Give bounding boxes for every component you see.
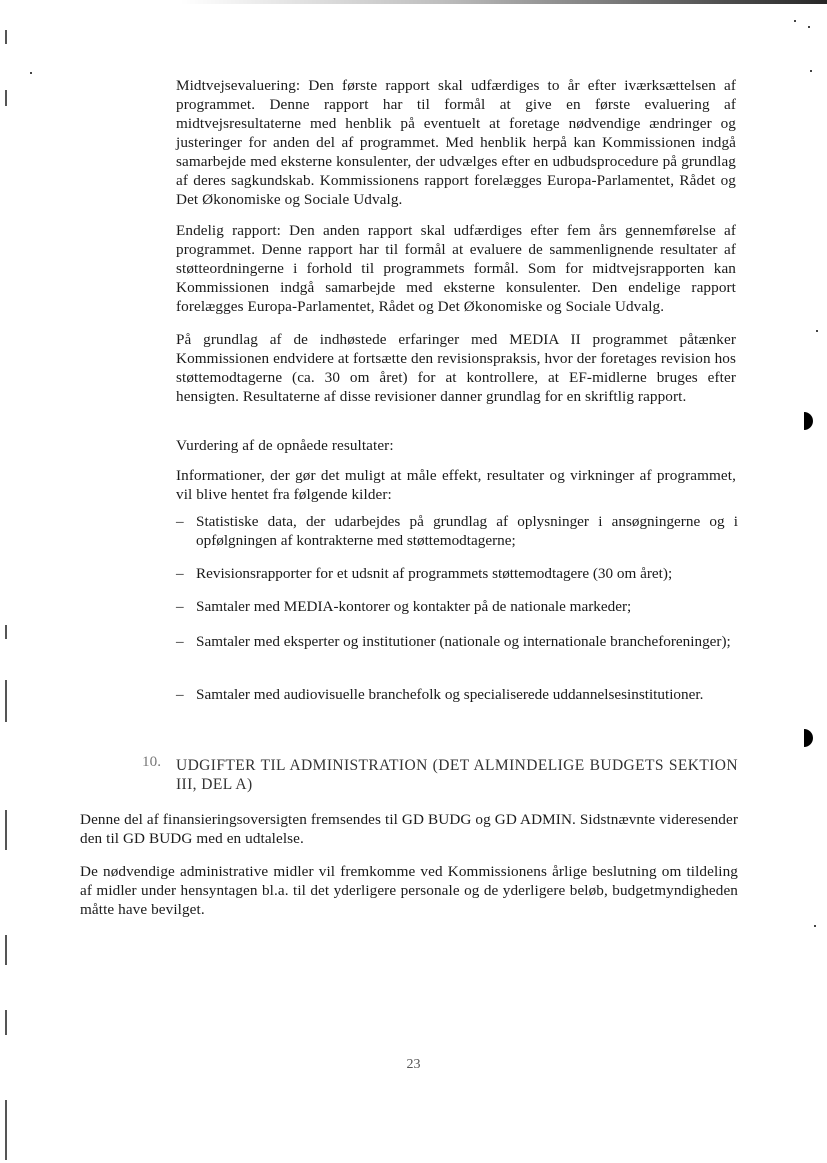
scan-speck xyxy=(30,72,32,74)
binder-hole-mark xyxy=(804,729,813,747)
closing-paragraph-2: De nødvendige administrative midler vil fremkomme ved Kommissionens årlige beslutning om tildeling af midler under hensyntagen bl.a. til det yderligere personale og de yderligere beløb, budgetmyndigheden måtte have bevilget. xyxy=(80,863,738,918)
list-item xyxy=(176,512,738,550)
list-item xyxy=(176,597,738,616)
list-item-text: Samtaler med eksperter og institutioner (nationale og internationale brancheforeninger); xyxy=(196,633,731,650)
scan-margin-mark xyxy=(5,810,7,850)
scan-speck xyxy=(810,70,812,72)
list-item-text: Samtaler med audiovisuelle branchefolk og specialiserede uddannelsesinstitutioner. xyxy=(196,686,704,703)
section-title: UDGIFTER TIL ADMINISTRATION (DET ALMINDELIGE BUDGETS SEKTION III, DEL A) xyxy=(176,757,738,793)
midterm-evaluation-paragraph: Midtvejsevaluering: Den første rapport skal udfærdiges to år efter iværksættelsen af programmet. Denne rapport har til formål at give en første evaluering af midtvejsresultaterne med henblik på eventuelt at foretage nødvendige ændringer og justeringer for anden del af programmet. Med henblik herpå kan Kommissionen indgå samarbejde med eksterne konsulenter, der udvælges efter en udbudsprocedure på grundlag af deres sagkundskab. Kommissionens rapport forelægges Europa-Parlamentet, Rådet og Det Økonomiske og Sociale Udvalg. xyxy=(176,77,736,208)
list-item-text: Samtaler med MEDIA-kontorer og kontakter på de nationale markeder; xyxy=(196,598,632,615)
scan-edge-shadow xyxy=(180,0,827,4)
scan-speck xyxy=(814,925,816,927)
section-number: 10. xyxy=(142,753,161,770)
scan-speck xyxy=(808,26,810,28)
scan-margin-mark xyxy=(5,680,7,722)
scan-margin-mark xyxy=(5,935,7,965)
list-item xyxy=(176,564,738,583)
bullet-marker: – xyxy=(176,598,184,615)
bullet-marker: – xyxy=(176,633,184,650)
bullet-marker: – xyxy=(176,513,184,530)
results-heading: Vurdering af de opnåede resultater: xyxy=(176,437,394,454)
scan-margin-mark xyxy=(5,1100,7,1160)
scan-margin-mark xyxy=(5,30,7,44)
binder-hole-mark xyxy=(804,412,813,430)
scan-margin-mark xyxy=(5,625,7,639)
closing-paragraph-1: Denne del af finansieringsoversigten fremsendes til GD BUDG og GD ADMIN. Sidstnævnte videresender den til GD BUDG med en udtalelse. xyxy=(80,811,738,847)
scan-speck xyxy=(794,20,796,22)
scan-speck xyxy=(816,330,818,332)
scan-margin-mark xyxy=(5,1010,7,1035)
final-report-paragraph: Endelig rapport: Den anden rapport skal udfærdiges efter fem års gennemførelse af programmet. Denne rapport har til formål at evaluere de sammenlignende resultater af støtteordningerne i forhold til programmets formål. Som for midtvejsrapporten kan Kommissionen indgå samarbejde med eksterne konsulenter. Den endelige rapport forelægges Europa-Parlamentet, Rådet og Det Økonomiske og Sociale Udvalg. xyxy=(176,222,736,315)
scan-margin-mark xyxy=(5,90,7,106)
results-intro-paragraph: Informationer, der gør det muligt at måle effekt, resultater og virkninger af programmet, vil blive hentet fra følgende kilder: xyxy=(176,467,736,503)
bullet-marker: – xyxy=(176,686,184,703)
list-item-text: Revisionsrapporter for et udsnit af programmets støttemodtagere (30 om året); xyxy=(196,565,673,582)
list-item xyxy=(176,685,738,704)
page-number: 23 xyxy=(406,1057,421,1072)
audit-paragraph: På grundlag af de indhøstede erfaringer med MEDIA II programmet påtænker Kommissionen endvidere at fortsætte den revisionspraksis, hvor der foretages revision hos støttemodtagerne (ca. 30 om året) for at kontrollere, at EF-midlerne bruges efter hensigten. Resultaterne af disse revisioner danner grundlag for en skriftlig rapport. xyxy=(176,331,736,405)
list-item xyxy=(176,632,738,651)
list-item-text: Statistiske data, der udarbejdes på grundlag af oplysninger i ansøgningerne og i opfølgningen af kontrakterne med støttemodtagerne; xyxy=(196,513,738,549)
bullet-marker: – xyxy=(176,565,184,582)
